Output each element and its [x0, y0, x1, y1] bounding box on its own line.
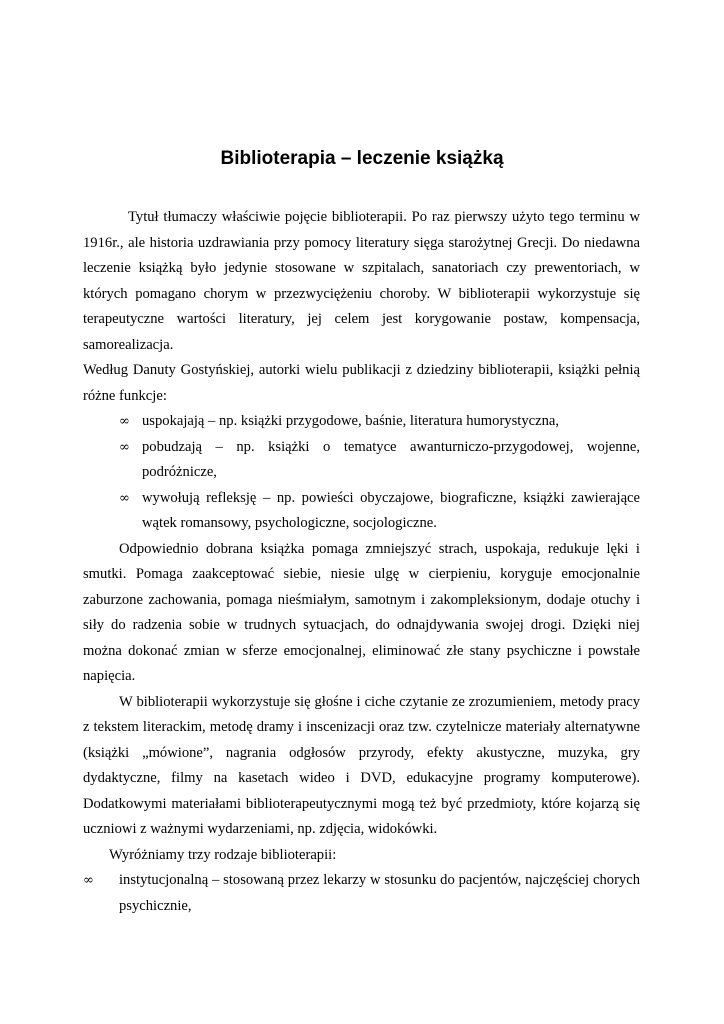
- document-body: [83, 205, 640, 919]
- types-intro-paragraph: Wyróżniamy trzy rodzaje biblioterapii:: [109, 846, 337, 863]
- types-list: [83, 868, 640, 919]
- list-item: [119, 435, 640, 486]
- list-item-text: uspokajają – np. książki przygodowe, baśnie, literatura humorystyczna,: [142, 413, 560, 429]
- infinity-bullet-icon: ∞: [83, 873, 94, 888]
- infinity-bullet-icon: ∞: [119, 414, 130, 429]
- functions-intro-paragraph: Według Danuty Gostyńskiej, autorki wielu publikacji z dziedziny biblioterapii, książki pełnią różne funkcje:: [83, 362, 640, 404]
- infinity-bullet-icon: ∞: [119, 439, 130, 455]
- functions-list: [119, 409, 640, 537]
- list-item-text: pobudzają – np. książki o tematyce awanturniczo-przygodowej, wojenne, podróżnicze,: [142, 438, 640, 480]
- list-item: [119, 409, 640, 435]
- list-item: [83, 868, 640, 919]
- document-title: Biblioterapia – leczenie książką: [220, 148, 504, 169]
- infinity-bullet-icon: ∞: [119, 490, 130, 506]
- list-item-text: wywołują refleksję – np. powieści obyczajowe, biograficzne, książki zawierające wątek romansowy, psychologiczne, socjologiczne.: [142, 489, 640, 531]
- methods-paragraph: W biblioterapii wykorzystuje się głośne i ciche czytanie ze zrozumieniem, metody pracy z tekstem literackim, metodę dramy i inscenizacji oraz tzw. czytelnicze materiały alternatywne (książki „mówione”, nagrania odgłosów przyrody, efekty akustyczne, muzyka, gry dydaktyczne, filmy na kasetach wideo i DVD, edukacyjne programy komputerowe). Dodatkowymi materiałami biblioterapeutycznymi mogą też być przedmioty, które kojarzą się uczniowi z ważnymi wydarzeniami, np. zdjęcia, widokówki.: [83, 693, 640, 837]
- list-item: [119, 486, 640, 537]
- intro-paragraph: Tytuł tłumaczy właściwie pojęcie biblioterapii. Po raz pierwszy użyto tego terminu w 1916r., ale historia uzdrawiania przy pomocy literatury sięga starożytnej Grecji. Do niedawna leczenie książką było jedynie stosowane w szpitalach, sanatoriach czy prewentoriach, w których pomagano chorym w przezwyciężeniu choroby. W biblioterapii wykorzystuje się terapeutyczne wartości literatury, jej celem jest korygowanie postaw, kompensacja, samorealizacja.: [83, 209, 640, 353]
- list-item-text: instytucjonalną – stosowaną przez lekarzy w stosunku do pacjentów, najczęściej chorych psychicznie,: [119, 872, 640, 914]
- effects-paragraph: Odpowiednio dobrana książka pomaga zmniejszyć strach, uspokaja, redukuje lęki i smutki. Pomaga zaakceptować siebie, niesie ulgę w cierpieniu, koryguje emocjonalnie zaburzone zachowania, pomaga nieśmiałym, samotnym i zakompleksionym, dodaje otuchy i siły do radzenia sobie w trudnych sytuacjach, do odnajdywania swojej drogi. Dzięki niej można dokonać zmian w sferze emocjonalnej, eliminować złe stany psychiczne i powstałe napięcia.: [83, 540, 640, 684]
